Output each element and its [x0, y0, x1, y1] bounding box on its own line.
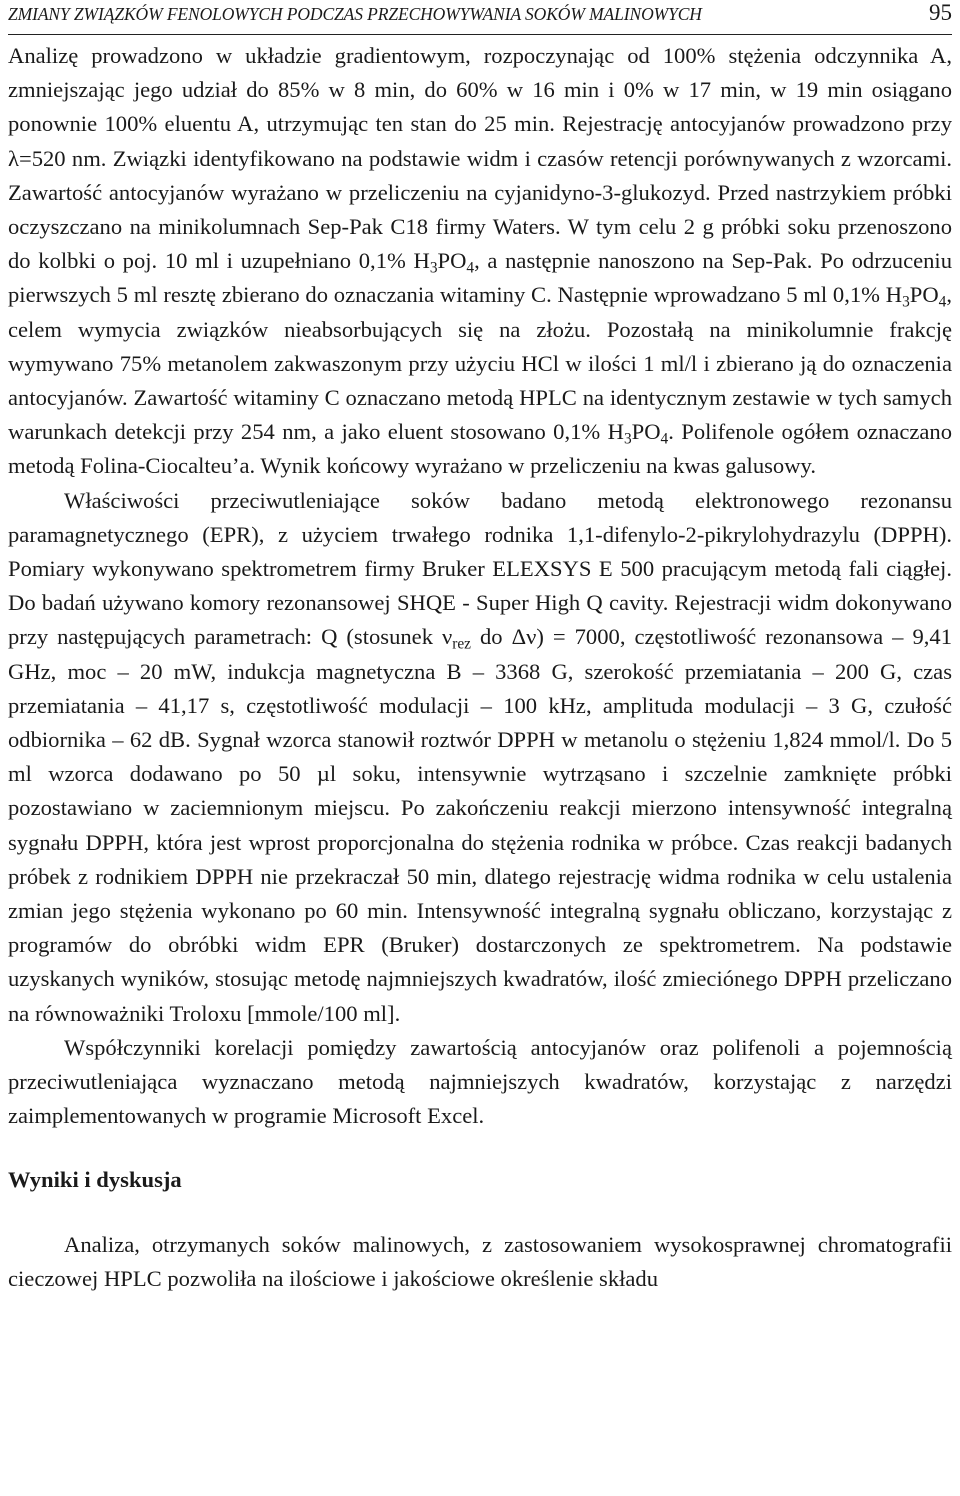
paragraph-methods-epr [8, 484, 952, 1031]
text-run: Analizę prowadzono w układzie gradientowym, rozpoczynając od 100% stężenia odczynnika A, zmniejszając jego udział do 85% w 8 min, do 60% w 16 min i 0% w 17 min, w 19 min osiągano ponownie 100% eluentu A, utrzymując ten stan do 25 min. Rejestrację antocyjanów prowadzono przy λ=520 nm. Związki identyfikowano na podstawie widm i czasów retencji porównywanych z wzorcami. Zawartość antocyjanów wyrażano w przeliczeniu na cyjanidyno-3-glukozyd. Przed nastrzykiem próbki oczyszczano na minikolumnach Sep-Pak C18 firmy Waters. W tym celu 2 g próbki soku przenoszono do kolbki o poj. 10 ml i uzupełniano 0,1% H [8, 43, 952, 274]
paragraph-methods-hplc [8, 39, 952, 484]
running-header [8, 0, 952, 35]
subscript: 4 [938, 293, 947, 311]
text-run: , celem wymycia związków nieabsorbujących się na złożu. Pozostałą na minikolumnie frakcję wymywano 75% metanolem zakwaszonym przy użyciu HCl w ilości 1 ml/l i zbierano ją do oznaczenia antocyjanów. Zawartość witaminy C oznaczano metodą HPLC na identycznym zestawie w tych samych warunkach detekcji przy 254 nm, a jako eluent stosowano 0,1% H [8, 282, 952, 445]
text-run: Współczynniki korelacji pomiędzy zawartością antocyjanów oraz polifenoli a pojemnością przeciwutleniająca wyznaczano metodą najmniejszych kwadratów, korzystając z narzędzi zaimplementowanych w programie Microsoft Excel. [8, 1034, 952, 1129]
body-text [8, 39, 952, 1296]
text-run: do Δν) = 7000, częstotliwość rezonansowa – 9,41 GHz, moc – 20 mW, indukcja magnetyczna B – 3368 G, szerokość przemiatania – 200 G, czas przemiatania – 41,17 s, częstotliwość modulacji – 100 kHz, amplituda modulacji – 3 G, czułość odbiornika – 62 dB. Sygnał wzorca stanowił roztwór DPPH w metanolu o stężeniu 1,824 mmol/l. Do 5 ml wzorca dodawano po 50 µl soku, intensywnie wytrząsano i szczelnie zamknięte próbki pozostawiano w zaciemnionym miejscu. Po zakończeniu reakcji mierzono intensywność integralną sygnału DPPH, która jest wprost proporcjonalna do stężenia rodnika w próbce. Czas reakcji badanych próbek z rodnikiem DPPH nie przekraczał 50 min, dlatego rejestrację widma rodnika w celu ustalenia zmian jego stężenia wykonano po 60 min. Intensywność integralną sygnału obliczano, korzystając z programów do obróbki widm EPR (Bruker) dostarczonych ze spektrometrem. Na podstawie uzyskanych wyników, stosując metodę najmniejszych kwadratów, ilość zmieciónego DPPH przeliczano na równoważniki Troloxu [mmole/100 ml]. [8, 624, 953, 1026]
paragraph-correlation [8, 1031, 952, 1134]
text-run: PO [909, 282, 939, 308]
text-run: . Polifenole ogółem oznaczano metodą Folina-Ciocalteu’a. Wynik końcowy wyrażano w przeliczeniu na kwas galusowy. [8, 419, 952, 479]
text-run: PO [437, 248, 467, 274]
subscript: rez [452, 635, 471, 653]
page-number: 95 [929, 0, 952, 25]
text-run: Właściwości przeciwutleniające soków badano metodą elektronowego rezonansu paramagnetycznego (EPR), z użyciem trwałego rodnika 1,1-difenylo-2-pikrylohydrazylu (DPPH). Pomiary wykonywano spektrometrem firmy Bruker ELEXSYS E 500 pracującym metodą fali ciągłej. Do badań używano komory rezonansowej SHQE - Super High Q cavity. Rejestracji widm dokonywano przy następujących parametrach: Q (stosunek ν [8, 487, 952, 650]
paragraph-results-intro [8, 1228, 952, 1296]
subscript: 4 [660, 430, 669, 448]
text-run: Analiza, otrzymanych soków malinowych, z zastosowaniem wysokosprawnej chromatografii cieczowej HPLC pozwoliła na ilościowe i jakościowe określenie składu [8, 1231, 952, 1291]
section-heading: Wyniki i dyskusja [8, 1166, 182, 1192]
text-run: PO [631, 419, 661, 445]
text-run: , a następnie nanoszono na Sep-Pak. Po odrzuceniu pierwszych 5 ml resztę zbierano do oznaczania witaminy C. Następnie wprowadzano 5 ml 0,1% H [8, 248, 952, 308]
running-title: ZMIANY ZWIĄZKÓW FENOLOWYCH PODCZAS PRZECHOWYWANIA SOKÓW MALINOWYCH [8, 4, 702, 24]
subscript: 3 [623, 430, 632, 448]
subscript: 4 [466, 259, 475, 277]
subscript: 3 [902, 293, 910, 311]
subscript: 3 [429, 259, 438, 277]
